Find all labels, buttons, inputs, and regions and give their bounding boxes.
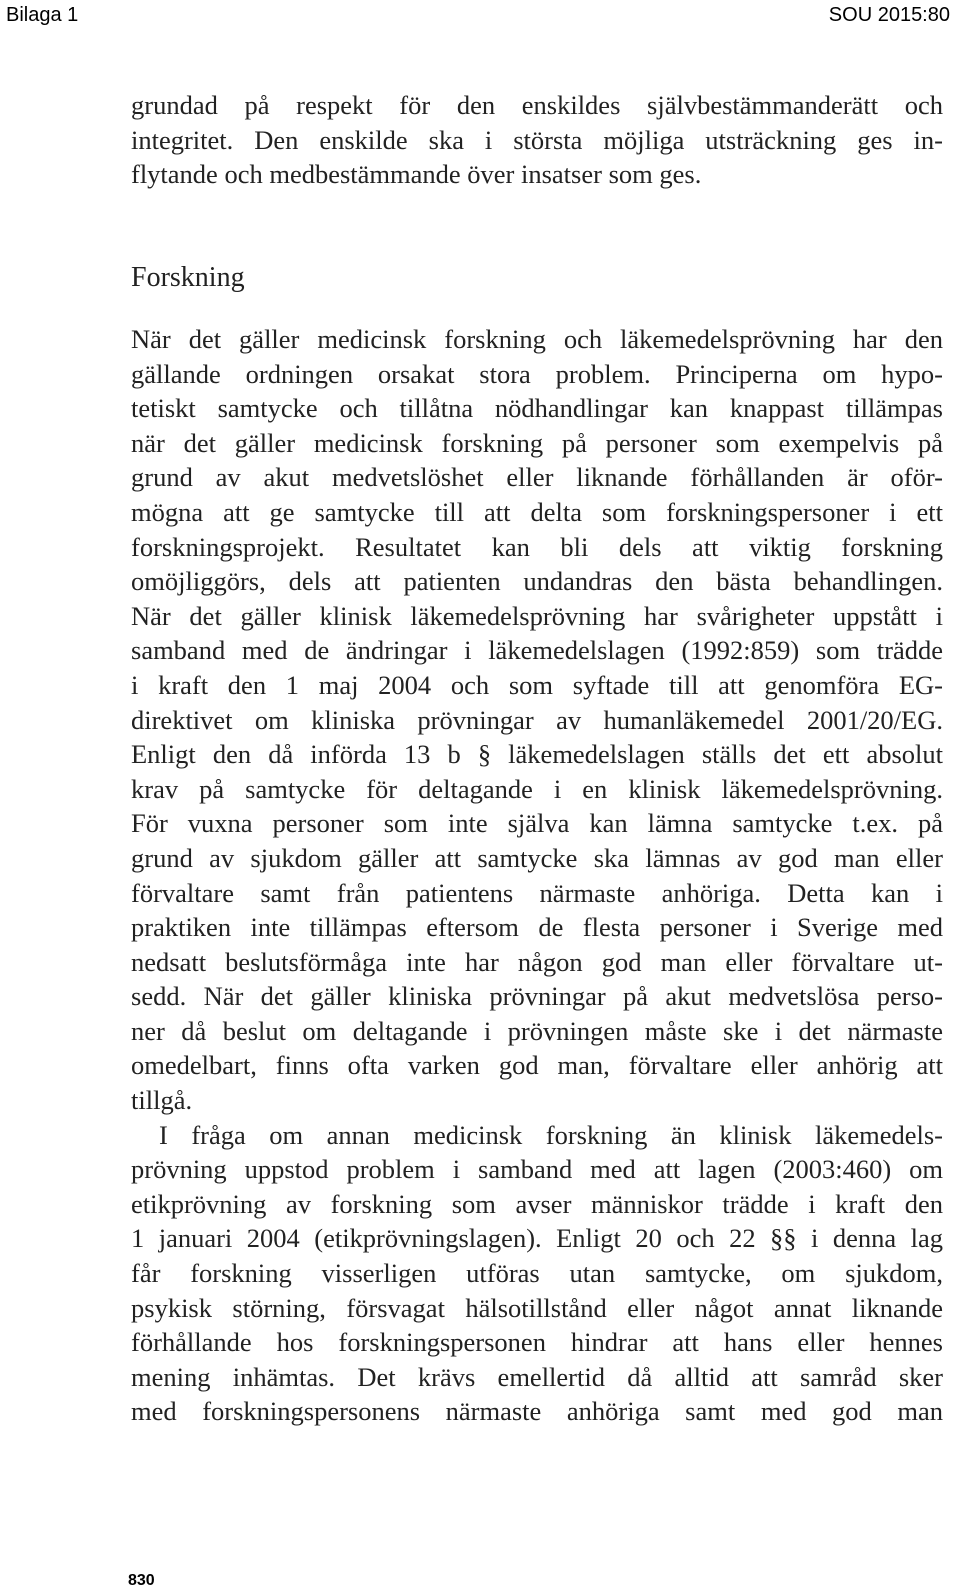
text-line: tetiskt samtycke och tillåtna nödhandlingar kan knappast tillämpas: [131, 393, 943, 424]
text-line: När det gäller klinisk läkemedelsprövning har svårigheter uppstått i: [131, 600, 943, 631]
text-line: när det gäller medicinsk forskning på personer som exempelvis på: [131, 427, 943, 458]
text-line: ner då beslut om deltagande i prövningen måste ske i det närmaste: [131, 1015, 943, 1046]
text-line: omedelbart, finns ofta varken god man, förvaltare eller anhörig att: [131, 1050, 943, 1081]
text-line: tillgå.: [131, 1085, 193, 1116]
text-line: med forskningspersonens närmaste anhöriga samt med god man: [131, 1396, 943, 1427]
section-heading: Forskning: [131, 262, 245, 293]
header-left: Bilaga 1: [6, 4, 79, 26]
text-line: 1 januari 2004 (etikprövningslagen). Enligt 20 och 22 §§ i denna lag: [131, 1223, 943, 1254]
text-line: samband med de ändringar i läkemedelslagen (1992:859) som trädde: [131, 635, 943, 666]
text-line: grund av akut medvetslöshet eller liknande förhållanden är oför-: [131, 462, 943, 493]
text-line: förhållande hos forskningspersonen hindrar att hans eller hennes: [131, 1327, 943, 1358]
text-line: Enligt den då införda 13 b § läkemedelslagen ställs det ett absolut: [131, 739, 943, 770]
text-line: omöjliggörs, dels att patienten undandras den bästa behandlingen.: [131, 566, 943, 597]
header-right: SOU 2015:80: [828, 4, 950, 26]
text-line: grundad på respekt för den enskildes självbestämmanderätt och: [131, 90, 943, 120]
text-line: gällande ordningen orsakat stora problem. Principerna om hypo-: [131, 358, 943, 389]
text-line: När det gäller medicinsk forskning och läkemedelsprövning har den: [131, 324, 943, 354]
text-line: nedsatt beslutsförmåga inte har någon god man eller förvaltare ut-: [131, 946, 943, 977]
text-line: förvaltare samt från patientens närmaste anhöriga. Detta kan i: [131, 877, 943, 908]
section-body: [131, 322, 943, 1429]
text-line: psykisk störning, försvagat hälsotillstånd eller något annat liknande: [131, 1292, 943, 1323]
page-number: 830: [128, 1572, 155, 1589]
text-line: grund av sjukdom gäller att samtycke ska lämnas av god man eller: [131, 842, 943, 873]
text-line: flytande och medbestämmande över insatser som ges.: [131, 159, 702, 190]
text-line: forskningsprojekt. Resultatet kan bli dels att viktig forskning: [131, 531, 943, 562]
text-line: etikprövning av forskning som avser människor trädde i kraft den: [131, 1188, 943, 1219]
text-line: krav på samtycke för deltagande i en klinisk läkemedelsprövning.: [131, 773, 943, 804]
text-line: direktivet om kliniska prövningar av humanläkemedel 2001/20/EG.: [131, 704, 943, 735]
text-line: För vuxna personer som inte själva kan lämna samtycke t.ex. på: [131, 808, 943, 839]
text-line: mögna att ge samtycke till att delta som forskningspersoner i ett: [131, 496, 943, 527]
text-line: får forskning visserligen utföras utan samtycke, om sjukdom,: [131, 1258, 943, 1289]
text-line: i kraft den 1 maj 2004 och som syftade till att genomföra EG-: [131, 669, 943, 700]
text-line: sedd. När det gäller kliniska prövningar på akut medvetslösa perso-: [131, 981, 943, 1012]
text-line: praktiken inte tillämpas eftersom de flesta personer i Sverige med: [131, 912, 943, 943]
text-line: I fråga om annan medicinsk forskning än klinisk läkemedels-: [159, 1119, 943, 1150]
text-line: mening inhämtas. Det krävs emellertid då alltid att samråd sker: [131, 1361, 943, 1392]
text-line: integritet. Den enskilde ska i största möjliga utsträckning ges in-: [131, 124, 943, 155]
intro-paragraph: [131, 88, 943, 192]
text-line: prövning uppstod problem i samband med att lagen (2003:460) om: [131, 1154, 943, 1185]
